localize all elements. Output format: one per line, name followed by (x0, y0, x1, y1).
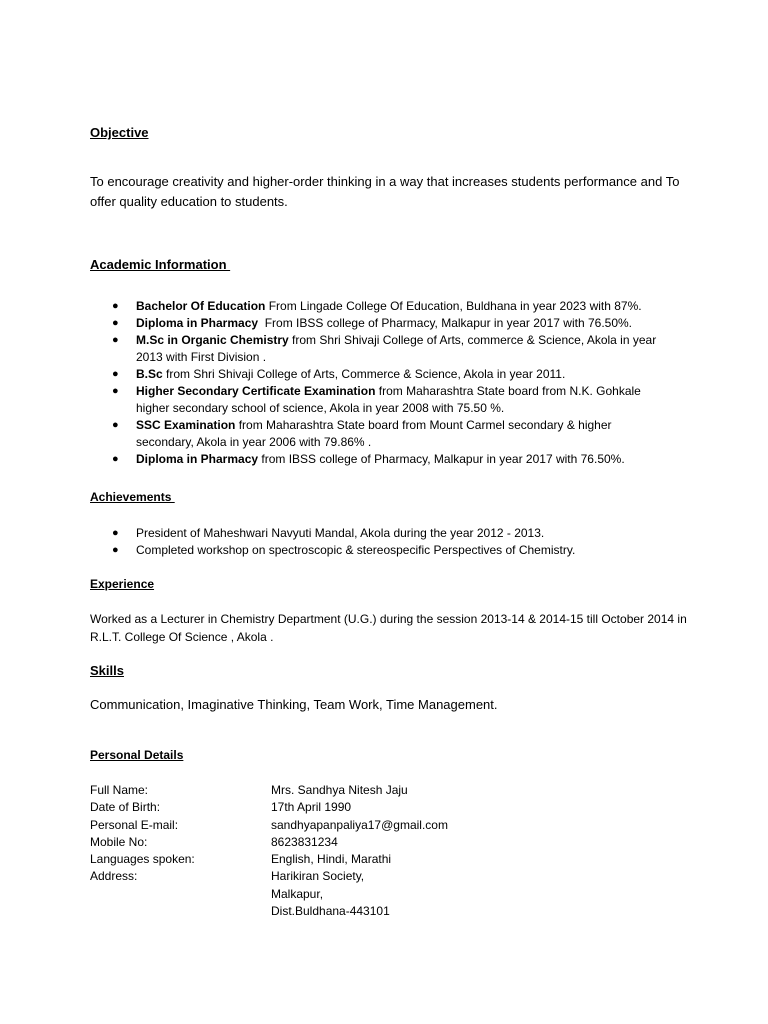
detail-row-email (90, 817, 448, 834)
languages-value: English, Hindi, Marathi (271, 852, 392, 867)
academic-item-detail: From IBSS college of Pharmacy, Malkapur in year 2017 with 76.50%. (258, 316, 632, 330)
email-label: Personal E-mail: (90, 817, 179, 832)
bullet-icon: ● (112, 453, 119, 465)
academic-list (90, 298, 670, 468)
full-name-label: Full Name: (90, 783, 149, 797)
academic-item-title: SSC Examination (136, 418, 236, 432)
academic-item (90, 315, 670, 332)
bullet-icon: ● (112, 544, 119, 556)
bullet-icon: ● (112, 385, 119, 397)
academic-item (90, 417, 670, 451)
academic-item-title: Diploma in Pharmacy (136, 452, 259, 466)
address-line: Malkapur, (271, 886, 324, 901)
academic-item-detail: from Maharashtra State board from N.K. Gohkale higher secondary school of science, Akola in year 2008 with 75.50 %. (136, 384, 641, 415)
bullet-icon: ● (112, 334, 119, 346)
skills-text: Communication, Imaginative Thinking, Team Work, Time Management. (90, 697, 498, 712)
personal-details (90, 782, 448, 920)
objective-text: To encourage creativity and higher-order thinking in a way that increases students performance and To offer quality education to students. (90, 174, 680, 209)
academic-item-detail: from Shri Shivaji College of Arts, commerce & Science, Akola in year 2013 with First Division . (136, 333, 657, 364)
academic-item (90, 451, 670, 468)
achievement-text: President of Maheshwari Navyuti Mandal, Akola during the year 2012 - 2013. (136, 526, 545, 540)
languages-label: Languages spoken: (90, 852, 195, 867)
academic-item-title: Diploma in Pharmacy (136, 316, 259, 330)
bullet-icon: ● (112, 368, 119, 380)
mobile-label: Mobile No: (90, 834, 148, 849)
academic-heading: Academic Information (90, 257, 231, 272)
academic-item-detail: from IBSS college of Pharmacy, Malkapur in year 2017 with 76.50%. (258, 452, 625, 466)
skills-heading: Skills (90, 663, 124, 678)
bullet-icon: ● (112, 300, 119, 312)
academic-item-detail: from Maharashtra State board from Mount Carmel secondary & higher secondary, Akola in year 2006 with 79.86% . (136, 418, 612, 449)
achievement-text: Completed workshop on spectroscopic & stereospecific Perspectives of Chemistry. (136, 543, 576, 557)
address-label: Address: (90, 869, 138, 884)
email-value: sandhyapanpaliya17@gmail.com (271, 817, 448, 832)
address-line: Harikiran Society, (271, 869, 365, 884)
bullet-icon: ● (112, 317, 119, 329)
bullet-icon: ● (112, 527, 119, 539)
academic-item (90, 366, 670, 383)
mobile-value: 8623831234 (271, 834, 338, 849)
academic-item (90, 332, 670, 366)
dob-label: Date of Birth: (90, 800, 161, 815)
experience-text: Worked as a Lecturer in Chemistry Department (U.G.) during the session 2013-14 & 2014-15 till October 2014 in R.L.T. College Of Science , Akola . (90, 612, 687, 644)
achievements-list (90, 525, 670, 559)
personal-heading: Personal Details (90, 748, 184, 762)
dob-value: 17th April 1990 (271, 800, 352, 815)
achievements-heading: Achievements (90, 490, 175, 504)
detail-row-mobile (90, 834, 448, 851)
full-name-value: Mrs. Sandhya Nitesh Jaju (271, 783, 408, 797)
bullet-icon: ● (112, 419, 119, 431)
academic-item-title: Higher Secondary Certificate Examination (136, 384, 376, 398)
detail-row-address (90, 868, 448, 885)
experience-heading: Experience (90, 577, 155, 591)
detail-row-dob (90, 799, 448, 816)
detail-row-name (90, 782, 448, 799)
academic-item-title: Bachelor Of Education (136, 299, 266, 313)
academic-item (90, 383, 670, 417)
academic-item (90, 298, 670, 315)
detail-row-languages (90, 851, 448, 868)
achievement-item (90, 542, 670, 559)
achievement-item (90, 525, 670, 542)
objective-heading: Objective (90, 125, 149, 140)
address-line: Dist.Buldhana-443101 (271, 904, 390, 919)
academic-item-detail: From Lingade College Of Education, Buldhana in year 2023 with 87%. (265, 299, 642, 313)
academic-item-detail: from Shri Shivaji College of Arts, Commerce & Science, Akola in year 2011. (162, 367, 566, 381)
academic-item-title: M.Sc in Organic Chemistry (136, 333, 289, 347)
academic-item-title: B.Sc (136, 367, 163, 381)
